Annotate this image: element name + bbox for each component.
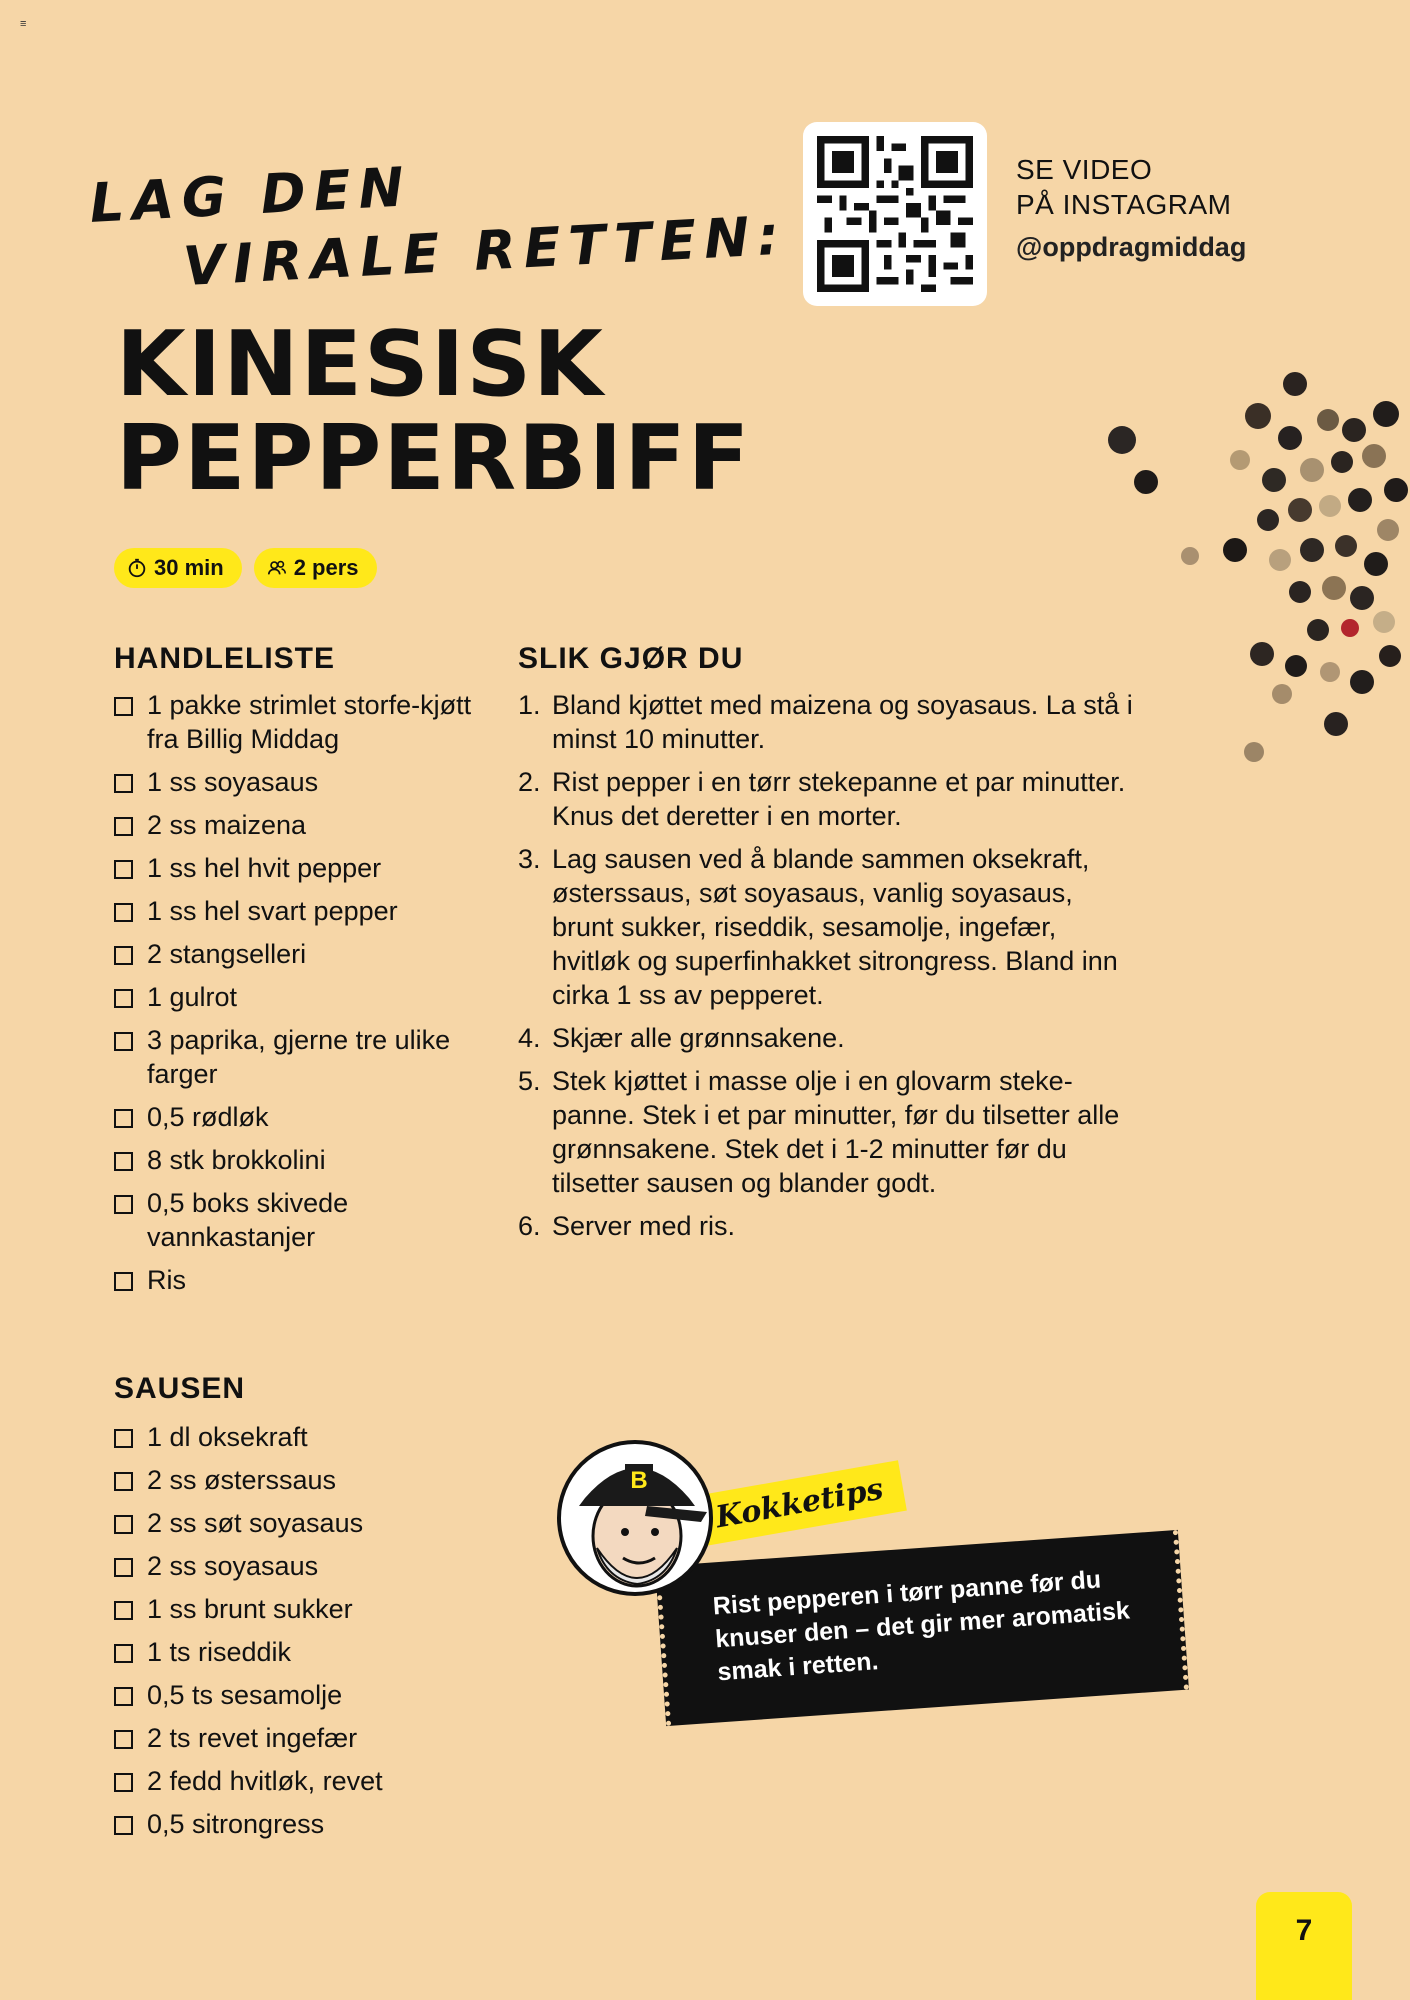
checklist-item <box>114 808 484 842</box>
title-line-1: KINESISK <box>116 312 605 417</box>
step-number: 2. <box>518 767 541 797</box>
checkbox[interactable] <box>114 1687 133 1706</box>
checklist-item <box>114 1549 484 1583</box>
checkbox[interactable] <box>114 1773 133 1792</box>
checklist-item <box>114 1463 484 1497</box>
checkbox[interactable] <box>114 903 133 922</box>
checkbox[interactable] <box>114 1152 133 1171</box>
checklist-item <box>114 1023 484 1091</box>
checkbox[interactable] <box>114 1644 133 1663</box>
step-number: 1. <box>518 690 541 720</box>
page-number: 7 <box>1256 1892 1352 2000</box>
peppercorns-image <box>1090 360 1410 780</box>
checklist-item-label: 3 paprika, gjerne tre ulike farger <box>147 1025 451 1089</box>
instagram-handle[interactable]: @oppdragmiddag <box>1016 232 1247 262</box>
checklist-item <box>114 1635 484 1669</box>
sauce-list <box>114 1420 484 1850</box>
checkbox[interactable] <box>114 946 133 965</box>
step-number: 3. <box>518 844 541 874</box>
checkbox[interactable] <box>114 1109 133 1128</box>
people-icon <box>266 557 288 579</box>
checkbox[interactable] <box>114 1472 133 1491</box>
shopping-list <box>114 688 484 1306</box>
servings-label: 2 pers <box>293 555 359 580</box>
checklist-item <box>114 851 484 885</box>
checklist-item <box>114 1143 484 1177</box>
video-line-1: SE VIDEO <box>1016 154 1153 185</box>
checkbox[interactable] <box>114 860 133 879</box>
checklist-item-label: 2 ts revet ingefær <box>147 1723 358 1753</box>
checklist-item-label: Ris <box>147 1265 186 1295</box>
chef-tip <box>555 1418 1205 1758</box>
step-text: Stek kjøttet i masse olje i en glovarm steke-panne. Stek i et par minutter, før du tilsetter alle grønnsakene. Stek det i 1-2 minutter før du tilsetter sausen og blander godt. <box>552 1066 1120 1198</box>
tip-text: Rist pepperen i tørr panne før du knuser den – det gir mer aromatisk smak i retten. <box>712 1565 1131 1687</box>
checklist-item <box>114 1592 484 1626</box>
checkbox[interactable] <box>114 697 133 716</box>
qr-code[interactable] <box>803 122 987 306</box>
checkbox[interactable] <box>114 817 133 836</box>
checkbox[interactable] <box>114 1730 133 1749</box>
step-number: 4. <box>518 1023 541 1053</box>
time-badge <box>114 548 242 588</box>
checkbox[interactable] <box>114 1558 133 1577</box>
checklist-item <box>114 1678 484 1712</box>
video-line-2: PÅ INSTAGRAM <box>1016 189 1232 220</box>
checklist-item <box>114 1506 484 1540</box>
shopping-list-heading: HANDLELISTE <box>114 642 335 675</box>
checkbox[interactable] <box>114 1272 133 1291</box>
checklist-item-label: 0,5 sitrongress <box>147 1809 325 1839</box>
sauce-heading: SAUSEN <box>114 1372 246 1405</box>
method-heading: SLIK GJØR DU <box>518 642 744 675</box>
method-step <box>518 688 1138 756</box>
step-number: 5. <box>518 1066 541 1096</box>
kicker-line-2: VIRALE RETTEN: <box>181 203 789 298</box>
step-text: Server med ris. <box>552 1211 736 1241</box>
qr-code-icon <box>817 136 973 292</box>
checkbox[interactable] <box>114 1601 133 1620</box>
checklist-item <box>114 1764 484 1798</box>
checklist-item <box>114 1721 484 1755</box>
title-line-2: PEPPERBIFF <box>116 406 752 511</box>
checkbox[interactable] <box>114 1032 133 1051</box>
corner-mark: ≡ <box>20 18 27 30</box>
checklist-item-label: 2 ss soyasaus <box>147 1551 319 1581</box>
checklist-item-label: 1 ss hel svart pepper <box>147 896 398 926</box>
checklist-item <box>114 1186 484 1254</box>
checklist-item <box>114 1420 484 1454</box>
checklist-item-label: 1 ss soyasaus <box>147 767 319 797</box>
method-step <box>518 765 1138 833</box>
recipe-title <box>116 312 752 511</box>
method-step <box>518 1021 1138 1055</box>
step-text: Skjær alle grønnsakene. <box>552 1023 845 1053</box>
time-label: 30 min <box>154 555 224 580</box>
checklist-item <box>114 1100 484 1134</box>
checklist-item-label: 1 ss brunt sukker <box>147 1594 353 1624</box>
checklist-item-label: 1 ts riseddik <box>147 1637 292 1667</box>
checkbox[interactable] <box>114 1816 133 1835</box>
checklist-item-label: 2 stangselleri <box>147 939 307 969</box>
checklist-item-label: 1 dl oksekraft <box>147 1422 308 1452</box>
checklist-item <box>114 688 484 756</box>
checkbox[interactable] <box>114 989 133 1008</box>
servings-badge <box>254 548 377 588</box>
tip-label: Kokketips <box>692 1460 907 1547</box>
chef-avatar <box>555 1418 725 1608</box>
checklist-item-label: 2 ss østerssaus <box>147 1465 337 1495</box>
step-text: Rist pepper i en tørr stekepanne et par minutter. Knus det deretter i en morter. <box>552 767 1126 831</box>
method-step <box>518 842 1138 1012</box>
checklist-item-label: 2 ss søt soyasaus <box>147 1508 364 1538</box>
method-steps <box>518 688 1138 1252</box>
checklist-item-label: 1 pakke strimlet storfe-kjøtt fra Billig Middag <box>147 690 472 754</box>
checklist-item-label: 1 ss hel hvit pepper <box>147 853 382 883</box>
method-step <box>518 1209 1138 1243</box>
checkbox[interactable] <box>114 1515 133 1534</box>
recipe-meta <box>114 548 377 588</box>
video-callout <box>1016 152 1246 263</box>
checklist-item <box>114 980 484 1014</box>
checklist-item-label: 0,5 rødløk <box>147 1102 269 1132</box>
tip-box <box>655 1530 1189 1726</box>
method-step <box>518 1064 1138 1200</box>
checklist-item <box>114 1807 484 1841</box>
stopwatch-icon <box>126 557 148 579</box>
checklist-item-label: 8 stk brokkolini <box>147 1145 326 1175</box>
cap-logo: B <box>630 1467 648 1494</box>
checkbox[interactable] <box>114 1429 133 1448</box>
checkbox[interactable] <box>114 1195 133 1214</box>
checklist-item <box>114 894 484 928</box>
checklist-item-label: 2 ss maizena <box>147 810 307 840</box>
step-text: Bland kjøttet med maizena og soyasaus. La stå i minst 10 minutter. <box>552 690 1133 754</box>
checklist-item <box>114 765 484 799</box>
kicker-heading <box>88 134 789 305</box>
step-text: Lag sausen ved å blande sammen oksekraft, østerssaus, søt soyasaus, vanlig soyasaus, brunt sukker, riseddik, sesamolje, ingefær, hvitløk og superfinhakket sitrongress. Bland inn cirka 1 ss av pepperet. <box>552 844 1118 1010</box>
checklist-item-label: 0,5 boks skivede vannkastanjer <box>147 1188 349 1252</box>
checklist-item-label: 0,5 ts sesamolje <box>147 1680 343 1710</box>
checklist-item-label: 1 gulrot <box>147 982 238 1012</box>
kicker-line-1: LAG DEN <box>88 155 414 235</box>
checkbox[interactable] <box>114 774 133 793</box>
checklist-item <box>114 1263 484 1297</box>
step-number: 6. <box>518 1211 541 1241</box>
checklist-item <box>114 937 484 971</box>
checklist-item-label: 2 fedd hvitløk, revet <box>147 1766 383 1796</box>
